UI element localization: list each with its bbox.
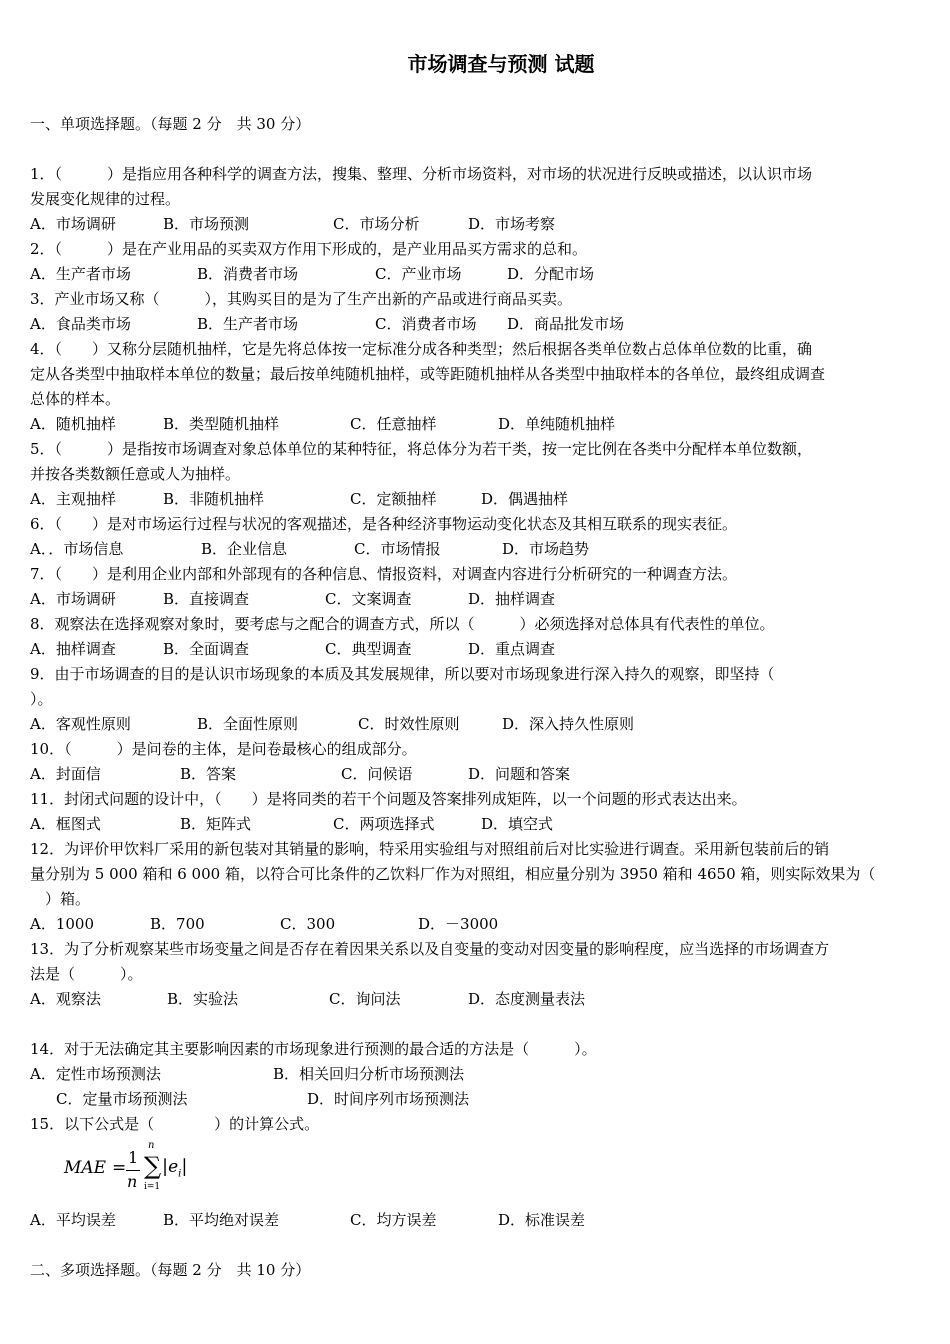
option-d[interactable]: D．问题和答案 bbox=[468, 765, 571, 783]
question-11-options bbox=[30, 812, 920, 837]
question-14-options-row2 bbox=[30, 1087, 920, 1112]
question-14-options-row1 bbox=[30, 1062, 920, 1087]
option-a[interactable]: A．客观性原则 bbox=[30, 715, 131, 733]
formula-lhs: MAE bbox=[64, 1158, 107, 1178]
question-14-text: 14．对于无法确定其主要影响因素的市场现象进行预测的最合适的方法是（ ）。 bbox=[30, 1040, 597, 1058]
option-a[interactable]: A．随机抽样 bbox=[30, 415, 116, 433]
question-10-options bbox=[30, 762, 920, 787]
fraction-bar bbox=[126, 1170, 140, 1171]
question-15-text: 15．以下公式是（ ）的计算公式。 bbox=[30, 1115, 320, 1133]
option-b[interactable]: B．全面调查 bbox=[163, 640, 250, 658]
option-b[interactable]: B．非随机抽样 bbox=[163, 490, 265, 508]
option-d[interactable]: D．－3000 bbox=[418, 915, 499, 933]
question-12-text-cont: 量分别为 5 000 箱和 6 000 箱，以符合可比条件的乙饮料厂作为对照组，相应量分别为 3950 箱和 4650 箱，则实际效果为（ bbox=[30, 865, 876, 883]
error-index: i bbox=[178, 1168, 182, 1180]
section-heading-multiple-choice: 二、多项选择题。（每题 2 分 共 10 分） bbox=[30, 1261, 311, 1279]
page-title: 市场调查与预测 试题 bbox=[407, 52, 595, 76]
option-d[interactable]: D．市场考察 bbox=[468, 215, 556, 233]
question-12-text: 12．为评价甲饮料厂采用的新包装对其销量的影响，特采用实验组与对照组前后对比实验进行调查。采用新包装前后的销 bbox=[30, 840, 830, 858]
option-a[interactable]: A．平均误差 bbox=[30, 1211, 116, 1229]
question-4-text: 4．（ ）又称分层随机抽样，它是先将总体按一定标准分成各种类型；然后根据各类单位数占总体单位数的比重，确 bbox=[30, 340, 813, 358]
option-b[interactable]: B．平均绝对误差 bbox=[163, 1211, 280, 1229]
option-d[interactable]: D．深入持久性原则 bbox=[502, 715, 635, 733]
option-b[interactable]: B．市场预测 bbox=[163, 215, 250, 233]
question-10-text: 10．（ ）是问卷的主体，是问卷最核心的组成部分。 bbox=[30, 740, 417, 758]
option-b[interactable]: B．全面性原则 bbox=[197, 715, 299, 733]
sigma-symbol: ∑ bbox=[144, 1152, 162, 1180]
question-11-text: 11．封闭式问题的设计中，（ ）是将同类的若干个问题及答案排列成矩阵，以一个问题的形式表达出来。 bbox=[30, 790, 747, 808]
option-d[interactable]: D．单纯随机抽样 bbox=[498, 415, 616, 433]
option-c[interactable]: C．市场分析 bbox=[333, 215, 420, 233]
formula-equals: = bbox=[112, 1158, 127, 1178]
formula-denominator: n bbox=[127, 1172, 138, 1191]
option-d[interactable]: D．偶遇抽样 bbox=[481, 490, 569, 508]
option-c[interactable]: C．市场情报 bbox=[354, 540, 441, 558]
option-b[interactable]: B．700 bbox=[150, 915, 205, 933]
option-c[interactable]: C．问候语 bbox=[341, 765, 413, 783]
option-c[interactable]: C．消费者市场 bbox=[375, 315, 477, 333]
question-9-text-cont: ）。 bbox=[30, 690, 53, 708]
question-5-text-cont: 并按各类数额任意或人为抽样。 bbox=[30, 465, 241, 483]
option-b[interactable]: B．答案 bbox=[180, 765, 237, 783]
option-a[interactable]: A．市场调研 bbox=[30, 590, 116, 608]
question-5-options bbox=[30, 487, 920, 512]
question-9-text: 9．由于市场调查的目的是认识市场现象的本质及其发展规律，所以要对市场现象进行深入持久的观察，即坚持（ bbox=[30, 665, 775, 683]
option-b[interactable]: B．直接调查 bbox=[163, 590, 250, 608]
question-13-text: 13．为了分析观察某些市场变量之间是否存在着因果关系以及自变量的变动对因变量的影响程度，应当选择的市场调查方 bbox=[30, 940, 830, 958]
question-4-text-cont: 定从各类型中抽取样本单位的数量；最后按单纯随机抽样，或等距随机抽样从各类型中抽取样本的各单位，最终组成调查 bbox=[30, 365, 826, 383]
option-c[interactable]: C．300 bbox=[280, 915, 336, 933]
option-d[interactable]: D．标准误差 bbox=[498, 1211, 586, 1229]
option-b[interactable]: B．类型随机抽样 bbox=[163, 415, 280, 433]
question-2-text: 2．（ ）是在产业用品的买卖双方作用下形成的，是产业用品买方需求的总和。 bbox=[30, 240, 588, 258]
question-13-options bbox=[30, 987, 920, 1012]
question-1-text-cont: 发展变化规律的过程。 bbox=[30, 190, 181, 208]
question-7-text: 7．（ ）是利用企业内部和外部现有的各种信息、情报资料，对调查内容进行分析研究的一种调查方法。 bbox=[30, 565, 738, 583]
question-12-options bbox=[30, 912, 920, 937]
option-c[interactable]: C．询问法 bbox=[329, 990, 401, 1008]
option-d[interactable]: D．抽样调查 bbox=[468, 590, 556, 608]
question-8-options bbox=[30, 637, 920, 662]
option-c[interactable]: C．时效性原则 bbox=[358, 715, 460, 733]
question-4-options bbox=[30, 412, 920, 437]
option-b[interactable]: B．企业信息 bbox=[201, 540, 288, 558]
question-13-text-cont: 法是（ ）。 bbox=[30, 965, 143, 983]
option-d[interactable]: D．时间序列市场预测法 bbox=[307, 1090, 470, 1108]
absolute-error-term: $|e_i|$ bbox=[162, 1156, 188, 1180]
option-a[interactable]: A．定性市场预测法 bbox=[30, 1065, 161, 1083]
question-1-text: 1．（ ）是指应用各种科学的调查方法，搜集、整理、分析市场资料，对市场的状况进行反映或描述，以认识市场 bbox=[30, 165, 813, 183]
option-a[interactable]: A．观察法 bbox=[30, 990, 101, 1008]
formula-numerator: 1 bbox=[128, 1148, 139, 1167]
option-d[interactable]: D．商品批发市场 bbox=[507, 315, 625, 333]
option-a[interactable]: A．框图式 bbox=[30, 815, 101, 833]
error-symbol: e bbox=[168, 1157, 179, 1177]
option-c[interactable]: C．定量市场预测法 bbox=[56, 1090, 188, 1108]
option-b[interactable]: B．生产者市场 bbox=[197, 315, 299, 333]
question-7-options bbox=[30, 587, 920, 612]
section-heading-single-choice: 一、单项选择题。（每题 2 分 共 30 分） bbox=[30, 115, 311, 133]
question-1-options bbox=[30, 212, 920, 237]
option-b[interactable]: B．矩阵式 bbox=[180, 815, 252, 833]
option-b[interactable]: B．相关回归分析市场预测法 bbox=[273, 1065, 465, 1083]
option-a[interactable]: A．．市场信息 bbox=[30, 540, 124, 558]
sum-lower-limit: i=1 bbox=[144, 1182, 161, 1192]
option-a[interactable]: A．封面信 bbox=[30, 765, 101, 783]
question-12-text-cont: ）箱。 bbox=[30, 890, 91, 908]
option-a[interactable]: A．抽样调查 bbox=[30, 640, 116, 658]
option-a[interactable]: A．市场调研 bbox=[30, 215, 116, 233]
question-9-options bbox=[30, 712, 920, 737]
question-5-text: 5．（ ）是指按市场调查对象总体单位的某种特征，将总体分为若干类，按一定比例在各类中分配样本单位数额， bbox=[30, 440, 813, 458]
question-4-text-cont: 总体的样本。 bbox=[30, 390, 121, 408]
mae-formula bbox=[64, 1140, 224, 1198]
option-d[interactable]: D．市场趋势 bbox=[502, 540, 590, 558]
option-d[interactable]: D．重点调查 bbox=[468, 640, 556, 658]
option-c[interactable]: C．任意抽样 bbox=[350, 415, 437, 433]
option-a[interactable]: A．生产者市场 bbox=[30, 265, 131, 283]
option-a[interactable]: A．食品类市场 bbox=[30, 315, 131, 333]
option-c[interactable]: C．典型调查 bbox=[325, 640, 412, 658]
option-d[interactable]: D．分配市场 bbox=[507, 265, 595, 283]
option-c[interactable]: C．两项选择式 bbox=[333, 815, 435, 833]
question-8-text: 8．观察法在选择观察对象时，要考虑与之配合的调查方式，所以（ ）必须选择对总体具有代表性的单位。 bbox=[30, 615, 775, 633]
question-2-options bbox=[30, 262, 920, 287]
question-3-options bbox=[30, 312, 920, 337]
question-15-options bbox=[30, 1208, 920, 1233]
option-c[interactable]: C．定额抽样 bbox=[350, 490, 437, 508]
question-6-text: 6．（ ）是对市场运行过程与状况的客观描述，是各种经济事物运动变化状态及其相互联系的现实表征。 bbox=[30, 515, 738, 533]
option-d[interactable]: D．填空式 bbox=[481, 815, 554, 833]
option-c[interactable]: C．均方误差 bbox=[350, 1211, 437, 1229]
option-c[interactable]: C．产业市场 bbox=[375, 265, 462, 283]
option-a[interactable]: A．1000 bbox=[30, 915, 95, 933]
sum-upper-limit: n bbox=[148, 1140, 155, 1151]
option-a[interactable]: A．主观抽样 bbox=[30, 490, 116, 508]
option-b[interactable]: B．实验法 bbox=[167, 990, 239, 1008]
option-d[interactable]: D．态度测量表法 bbox=[468, 990, 586, 1008]
question-6-options bbox=[30, 537, 920, 562]
option-c[interactable]: C．文案调查 bbox=[325, 590, 412, 608]
option-b[interactable]: B．消费者市场 bbox=[197, 265, 299, 283]
question-3-text: 3．产业市场又称（ ），其购买目的是为了生产出新的产品或进行商品买卖。 bbox=[30, 290, 573, 308]
